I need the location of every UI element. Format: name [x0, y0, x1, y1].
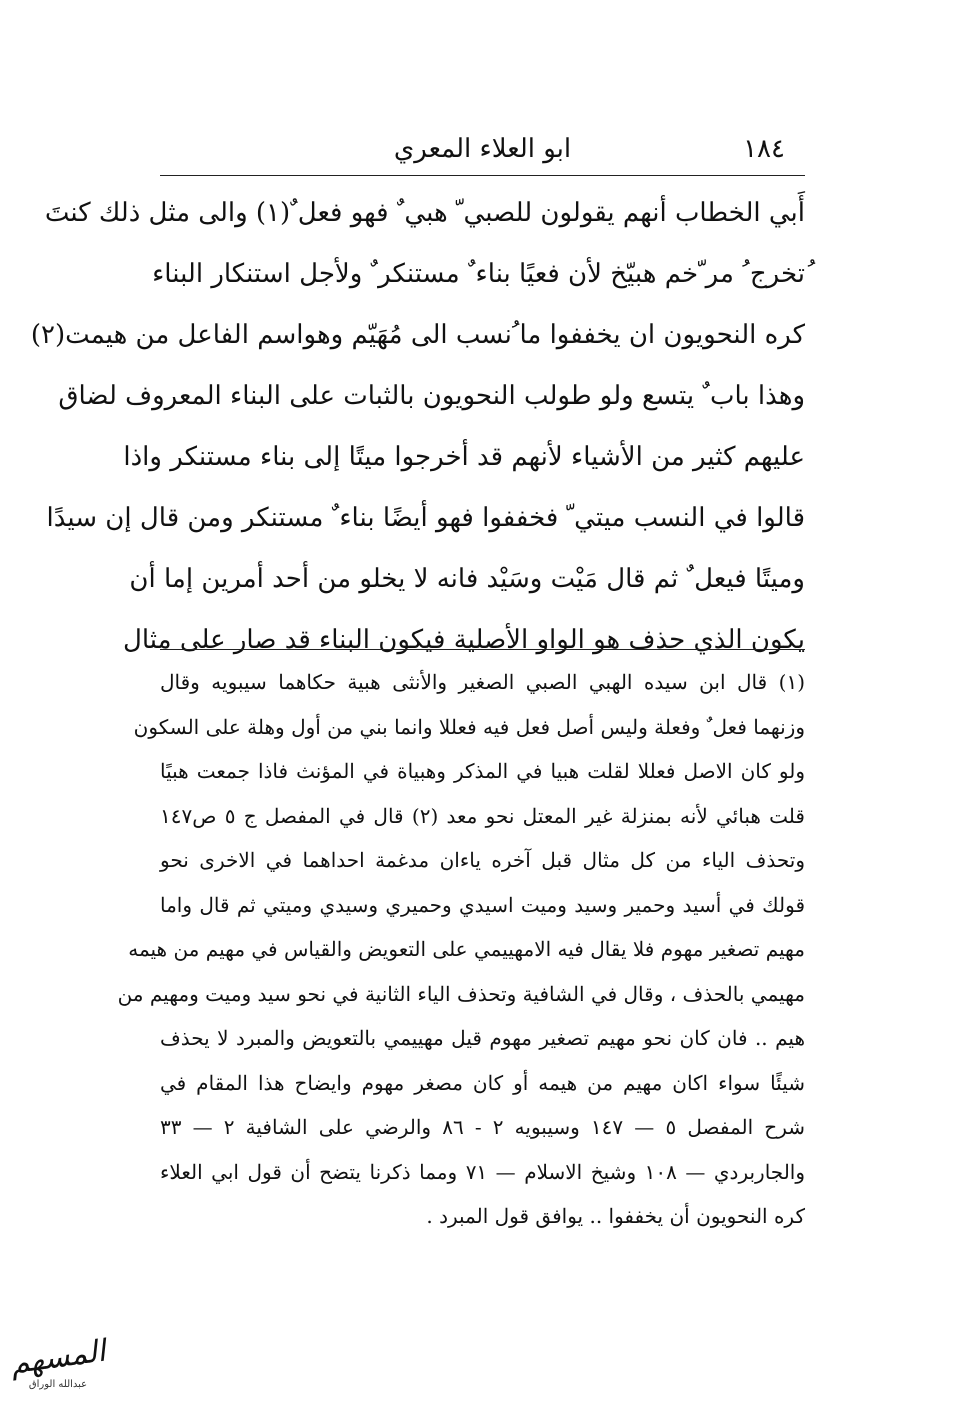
main-text — [30, 183, 805, 671]
footnote-line: هيم .. فان كان نحو مهيم تصغير مهوم قيل مهييمي بالتعويض والمبرد لا يحذف — [160, 1026, 805, 1050]
text-line: قالوا في النسب ميتي ّ فخففوا فهو أيضًا بناء ٌ مستنكر ومن قال إن سيدًا — [46, 503, 805, 533]
footnote-line: والجاربردي — ١٠٨ وشيخ الاسلام — ٧١ ومما ذكرنا يتضح أن قول ابي العلاء — [160, 1159, 806, 1184]
footnote-line: ولو كان الاصل فعللا لقلت هبيا في المذكر وهبياة في المؤنث فاذا جمعت هبيًا — [160, 759, 805, 783]
footnote-line: مهيمي بالحذف ، وقال في الشافية وتحذف الياء الثانية في نحو سيد وميت ومهيم من — [117, 981, 805, 1006]
text-line: ُتخرج ُ مر ّخم هبيّخ لأن فعيًا بناء ٌ مستنكر ٌ ولأجل استنكار البناء — [152, 259, 805, 289]
text-line: وهذا باب ٌ يتسع ولو طولب النحويون بالثبات على البناء المعروف لضاق — [58, 381, 805, 411]
footnote-line: (١) قال ابن سيده الهبي الصبي الصغير والأنثى هبية حكاهما سيبويه وقال — [160, 670, 805, 694]
page-header — [160, 128, 805, 168]
footnotes — [117, 660, 806, 1239]
footnote-line: مهيم تصغير مهوم فلا يقال فيه الامهييمي على التعويض والقياس في مهيم من هيمه — [128, 937, 805, 961]
text-line: وميتًا فيعل ٌ ثم قال مَيْت وسَيْد فانه لا يخلو من أحد أمرين إما أن — [129, 564, 805, 594]
footnote-line: وزنهما فعل ٌ وفعلة وليس أصل فعل فيه فعللا وانما بني من أول وهلة على السكون — [133, 714, 805, 739]
running-title: ابو العلاء المعري — [393, 134, 572, 164]
footnote-line: وتحذف الياء من كل مثال قبل آخره ياءان مدغمة احداهما في الاخرى نحو — [160, 848, 805, 872]
text-line: كره النحويون ان يخففوا ما ُنسب الى مُهَيّم وهواسم الفاعل من هيمت(٢) — [30, 320, 805, 350]
footnote-line: قولك في أسيد وحمير وسيد وميت اسيدي وحميري وسيدي وميتي ثم قال واما — [160, 892, 805, 917]
stamp-caption: عبدالله الوراق — [28, 1379, 88, 1390]
footnote-divider — [160, 649, 805, 650]
header-divider — [160, 175, 805, 176]
footnote-line: شيئًا سواء اكان مهيم من هيمه أو كان مصغر مهوم وايضاح هذا المقام في — [160, 1070, 805, 1095]
text-line: عليهم كثير من الأشياء لأنهم قد أخرجوا ميتًا إلى بناء مستنكر واذا — [123, 442, 805, 472]
stamp-logo-text: المسهم — [8, 1333, 108, 1382]
text-line: يكون الذي حذف هو الواو الأصلية فيكون البناء قد صار على مثال — [122, 625, 805, 655]
page-number: ١٨٤ — [743, 134, 785, 164]
footnote-line: شرح المفصل ٥ — ١٤٧ وسيبويه ٢ - ٨٦ والرضي على الشافية ٢ — ٣٣ — [160, 1115, 806, 1139]
text-line: أَبي الخطاب أنهم يقولون للصبي ّ هبي ٌ فهو فعل ٌ(١) والى مثل ذلك كنتَ — [44, 198, 805, 228]
footnote-line: قلت هبائي لأنه بمنزلة غير المعتل نحو معد (٢) قال في المفصل ج ٥ ص١٤٧ — [160, 803, 805, 828]
library-stamp — [8, 1333, 108, 1408]
footnote-line: كره النحويون أن يخففوا .. يوافق قول المبرد . — [426, 1204, 805, 1228]
